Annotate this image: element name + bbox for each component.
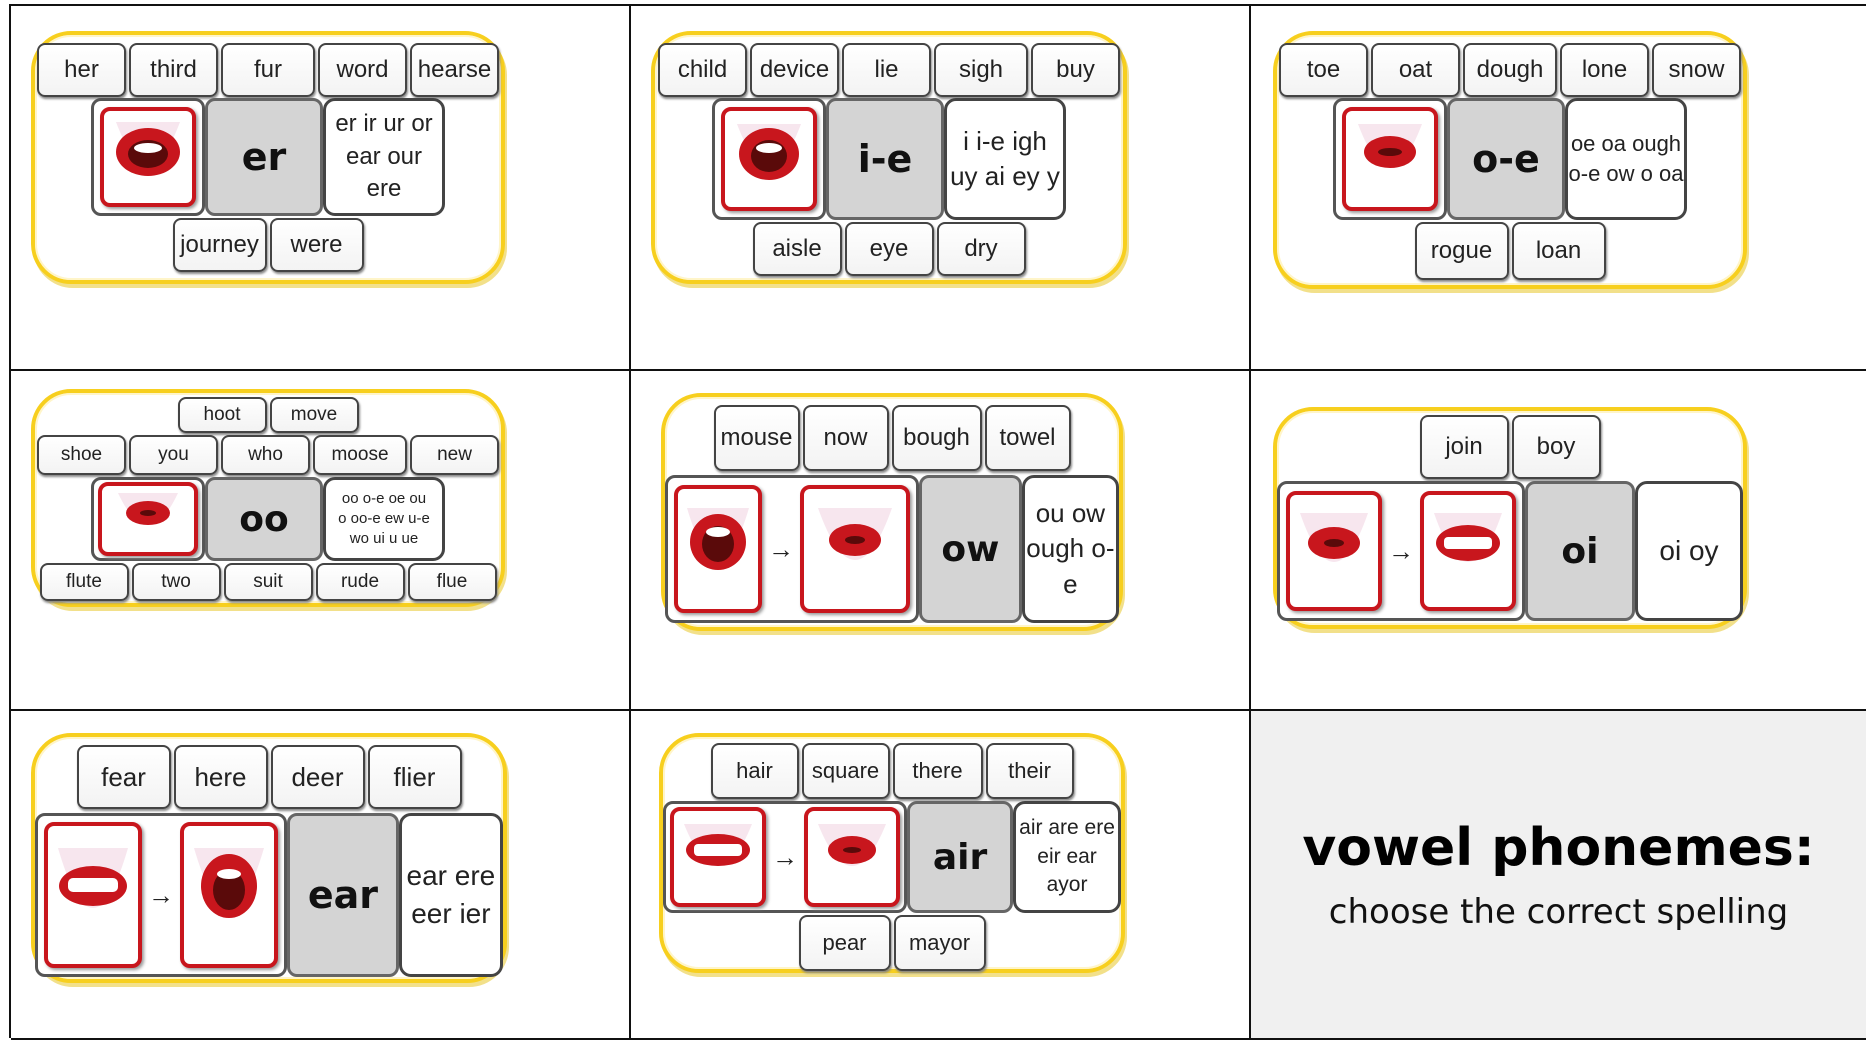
spelling-line: oe oa ough — [1570, 131, 1682, 157]
top-words-row-upper — [35, 397, 501, 433]
cell-er — [11, 6, 631, 371]
mouth-icon — [674, 485, 762, 613]
spellings-box — [1565, 98, 1687, 220]
mouth-icon — [721, 107, 817, 211]
word-tile[interactable]: journey — [173, 218, 267, 272]
spellings-box — [323, 477, 445, 561]
bottom-words-row — [663, 915, 1121, 971]
spelling-line: i i-e igh — [963, 125, 1047, 156]
spelling-line: eer ier — [411, 898, 491, 929]
word-tile[interactable]: device — [750, 43, 839, 97]
word-tile[interactable]: square — [802, 743, 890, 799]
spelling-line: oo o-e oe ou — [341, 489, 427, 507]
word-tile[interactable]: shoe — [37, 435, 126, 475]
phoneme-box: oo — [205, 477, 323, 561]
phoneme-card-o-e — [1273, 31, 1747, 289]
word-tile[interactable]: two — [132, 563, 221, 601]
mouth-icon — [98, 482, 198, 556]
word-tile[interactable]: eye — [845, 222, 934, 276]
worksheet-title: vowel phonemes: — [1302, 817, 1815, 878]
spelling-line: oi oy — [1659, 535, 1719, 567]
phoneme-box: ow — [919, 475, 1022, 623]
word-tile[interactable]: move — [270, 397, 359, 433]
phoneme-card-ow — [661, 393, 1123, 631]
word-tile[interactable]: rude — [316, 563, 405, 601]
word-tile[interactable]: boy — [1512, 415, 1601, 479]
top-words-row — [663, 743, 1121, 799]
arrow-right-icon: → — [1388, 535, 1414, 566]
word-tile[interactable]: sigh — [934, 43, 1028, 97]
spelling-line: wo ui u ue — [349, 530, 419, 548]
mouth-icon — [800, 485, 910, 613]
word-tile[interactable]: dough — [1463, 43, 1557, 97]
word-tile[interactable]: who — [221, 435, 310, 475]
phoneme-box: er — [205, 98, 323, 216]
spellings-box — [1013, 801, 1121, 913]
mouth-icon — [1286, 491, 1382, 611]
phoneme-card-er — [31, 31, 505, 284]
word-tile[interactable]: third — [129, 43, 218, 97]
word-tile[interactable]: hearse — [410, 43, 499, 97]
top-words-row — [655, 43, 1123, 97]
word-tile[interactable]: flute — [40, 563, 129, 601]
word-tile[interactable]: you — [129, 435, 218, 475]
word-tile[interactable]: new — [410, 435, 499, 475]
word-tile[interactable]: hair — [711, 743, 799, 799]
top-words-row — [1277, 43, 1743, 97]
top-words-row — [665, 405, 1119, 471]
mouth-shape-box — [712, 98, 826, 220]
phoneme-box: oi — [1525, 481, 1635, 621]
cell-oi — [1251, 371, 1866, 711]
mouth-shape-box — [665, 475, 919, 623]
word-tile[interactable]: her — [37, 43, 126, 97]
word-tile[interactable]: loan — [1512, 222, 1606, 280]
bottom-words-row — [1277, 222, 1743, 280]
word-tile[interactable]: mouse — [714, 405, 800, 471]
word-tile[interactable]: deer — [271, 745, 365, 809]
mouth-shape-box — [35, 813, 287, 977]
mouth-shape-box — [91, 98, 205, 216]
mouth-icon — [1420, 491, 1516, 611]
arrow-right-icon: → — [148, 879, 174, 910]
worksheet-subtitle: choose the correct spelling — [1328, 891, 1789, 932]
mouth-shape-box — [1277, 481, 1525, 621]
mouth-icon — [804, 807, 900, 907]
top-words-row — [35, 745, 503, 809]
word-tile[interactable]: buy — [1031, 43, 1120, 97]
word-tile[interactable]: dry — [937, 222, 1026, 276]
spelling-line: o-e ow o oa — [1568, 161, 1684, 186]
bottom-words-row — [655, 222, 1123, 276]
word-tile[interactable]: aisle — [753, 222, 842, 276]
top-words-row — [35, 435, 501, 475]
mouth-icon — [670, 807, 766, 907]
word-tile[interactable]: fear — [77, 745, 171, 809]
word-tile[interactable]: rogue — [1415, 222, 1509, 280]
mouth-shape-box — [663, 801, 907, 913]
word-tile[interactable]: bough — [892, 405, 982, 471]
spelling-line: ou ow — [1035, 498, 1106, 529]
word-tile[interactable]: child — [658, 43, 747, 97]
spellings-box — [1635, 481, 1743, 621]
spelling-line: air are ere — [1019, 816, 1115, 840]
spelling-line: o oo-e ew u-e — [338, 509, 430, 527]
phoneme-card-air — [659, 733, 1125, 973]
spelling-line: ough o-e — [1026, 533, 1115, 599]
cell-oo — [11, 371, 631, 711]
arrow-right-icon: → — [768, 533, 794, 564]
title-cell — [1251, 711, 1866, 1040]
word-tile[interactable]: hoot — [178, 397, 267, 433]
phoneme-box: o-e — [1447, 98, 1565, 220]
spellings-box — [1022, 475, 1119, 623]
phoneme-box: i-e — [826, 98, 944, 220]
word-tile[interactable]: here — [174, 745, 268, 809]
word-tile[interactable]: moose — [313, 435, 407, 475]
word-tile[interactable]: were — [270, 218, 364, 272]
spelling-line: ear ere — [406, 860, 496, 892]
top-words-row — [35, 43, 501, 97]
word-tile[interactable]: now — [803, 405, 889, 471]
top-words-row — [1277, 415, 1743, 479]
mouth-icon — [1342, 107, 1438, 211]
word-tile[interactable]: word — [318, 43, 407, 97]
mouth-icon — [180, 822, 278, 968]
word-tile[interactable]: flier — [368, 745, 462, 809]
word-tile[interactable]: lie — [842, 43, 931, 97]
phoneme-card-i-e — [651, 31, 1127, 284]
phoneme-box: air — [907, 801, 1013, 913]
spelling-line: eir ear ayor — [1037, 844, 1097, 897]
word-tile[interactable]: mayor — [894, 915, 986, 971]
cell-ear — [11, 711, 631, 1040]
word-tile[interactable]: fur — [221, 43, 315, 97]
word-tile[interactable]: lone — [1560, 43, 1649, 97]
phoneme-card-oi — [1273, 407, 1747, 629]
word-tile[interactable]: there — [893, 743, 983, 799]
mouth-shape-box — [91, 477, 205, 561]
word-tile[interactable]: towel — [985, 405, 1071, 471]
spellings-box — [944, 98, 1066, 220]
mouth-shape-box — [1333, 98, 1447, 220]
spelling-line: er ir ur or — [335, 110, 433, 138]
word-tile[interactable]: suit — [224, 563, 313, 601]
word-tile[interactable]: toe — [1279, 43, 1368, 97]
cell-ow — [631, 371, 1251, 711]
phoneme-card-oo — [31, 389, 505, 607]
mouth-icon — [100, 107, 196, 207]
bottom-words-row — [35, 218, 501, 272]
word-tile[interactable]: join — [1420, 415, 1509, 479]
word-tile[interactable]: flue — [408, 563, 497, 601]
spellings-box — [323, 98, 445, 216]
word-tile[interactable]: their — [986, 743, 1074, 799]
cell-air — [631, 711, 1251, 1040]
word-tile[interactable]: oat — [1371, 43, 1460, 97]
spelling-line: ear our ere — [345, 142, 423, 203]
phoneme-box: ear — [287, 813, 399, 977]
spelling-line: uy ai ey y — [950, 161, 1060, 191]
arrow-right-icon: → — [772, 841, 798, 872]
worksheet-grid — [9, 4, 1866, 1038]
mouth-icon — [44, 822, 142, 968]
word-tile[interactable]: snow — [1652, 43, 1741, 97]
phoneme-card-ear — [31, 733, 507, 983]
cell-i-e — [631, 6, 1251, 371]
bottom-words-row — [35, 563, 501, 601]
cell-o-e — [1251, 6, 1866, 371]
word-tile[interactable]: pear — [799, 915, 891, 971]
spellings-box — [399, 813, 503, 977]
